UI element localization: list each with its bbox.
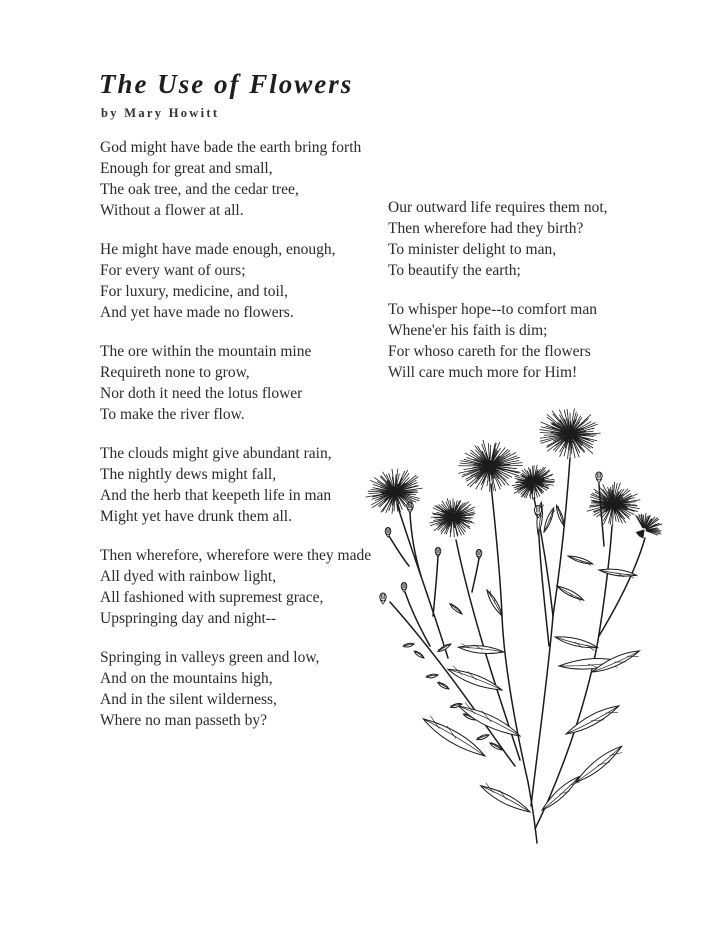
poem-line: All fashioned with supremest grace, bbox=[100, 589, 324, 606]
poem-line: The oak tree, and the cedar tree, bbox=[100, 181, 299, 198]
stanza bbox=[100, 137, 390, 221]
poem-line: Enough for great and small, bbox=[100, 160, 273, 177]
poem-line: The nightly dews might fall, bbox=[100, 466, 277, 483]
poem-line: To beautify the earth; bbox=[388, 262, 521, 279]
poem-line: And on the mountains high, bbox=[100, 670, 273, 687]
poem-line: To make the river flow. bbox=[100, 406, 245, 423]
poem-left-column bbox=[100, 137, 390, 749]
poem-line: Upspringing day and night-- bbox=[100, 610, 277, 627]
poem-line: For every want of ours; bbox=[100, 262, 246, 279]
poem-line: And the herb that keepeth life in man bbox=[100, 487, 332, 504]
poem-line: God might have bade the earth bring forth bbox=[100, 139, 362, 156]
poem-line: Nor doth it need the lotus flower bbox=[100, 385, 303, 402]
poem-line: The ore within the mountain mine bbox=[100, 343, 312, 360]
wild-aster-illustration-icon bbox=[352, 404, 708, 866]
stanza bbox=[100, 443, 390, 527]
stanza bbox=[100, 239, 390, 323]
poem-line: Might yet have drunk them all. bbox=[100, 508, 292, 525]
poem-line: Then wherefore had they birth? bbox=[388, 220, 584, 237]
poem-right-column bbox=[388, 197, 648, 401]
poem-line: And yet have made no flowers. bbox=[100, 304, 294, 321]
poem-line: Where no man passeth by? bbox=[100, 712, 267, 729]
poem-line: Requireth none to grow, bbox=[100, 364, 250, 381]
poem-line: He might have made enough, enough, bbox=[100, 241, 336, 258]
poem-line: And in the silent wilderness, bbox=[100, 691, 277, 708]
stanza bbox=[100, 545, 390, 629]
page-title: The Use of Flowers bbox=[99, 69, 354, 99]
poem-line: Without a flower at all. bbox=[100, 202, 244, 219]
byline: by Mary Howitt bbox=[101, 106, 220, 120]
stanza bbox=[100, 341, 390, 425]
stanza bbox=[388, 197, 648, 281]
poem-line: To whisper hope--to comfort man bbox=[388, 301, 597, 318]
poem-line: Then wherefore, wherefore were they made bbox=[100, 547, 372, 564]
stanza bbox=[100, 647, 390, 731]
poem-line: Will care much more for Him! bbox=[388, 364, 578, 381]
poem-line: Springing in valleys green and low, bbox=[100, 649, 320, 666]
stanza bbox=[388, 299, 648, 383]
poem-line: Whene'er his faith is dim; bbox=[388, 322, 548, 339]
poem-line: Our outward life requires them not, bbox=[388, 199, 608, 216]
poem-line: To minister delight to man, bbox=[388, 241, 557, 258]
poem-line: The clouds might give abundant rain, bbox=[100, 445, 332, 462]
poem-line: All dyed with rainbow light, bbox=[100, 568, 277, 585]
poem-line: For luxury, medicine, and toil, bbox=[100, 283, 288, 300]
poem-line: For whoso careth for the flowers bbox=[388, 343, 591, 360]
